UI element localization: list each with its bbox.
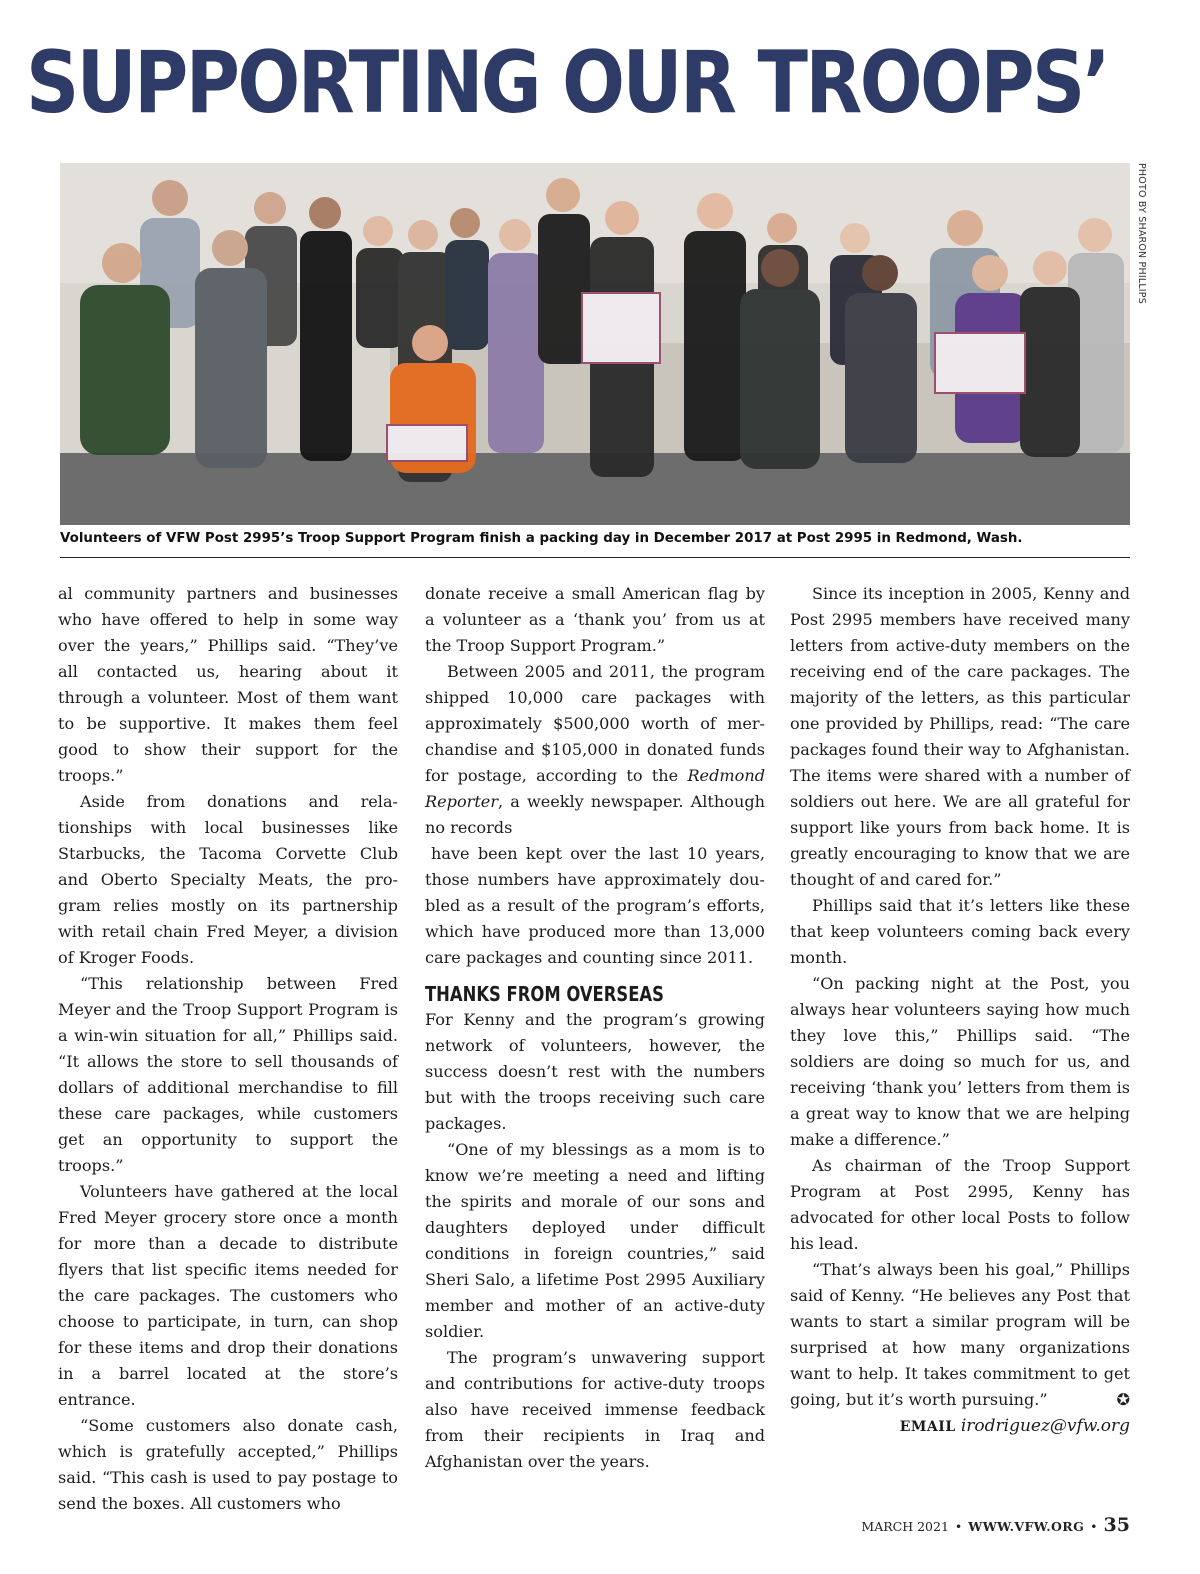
paragraph: donate receive a small American flag by a volunteer as a ‘thank you’ from us at the Troop Support Program.” bbox=[425, 584, 765, 655]
photo-caption: Volunteers of VFW Post 2995’s Troop Support Program finish a packing day in December 2017 at Post 2995 in Redmond, Wash. bbox=[60, 531, 1023, 546]
page-number: 35 bbox=[1103, 1514, 1130, 1536]
article-column-3 bbox=[790, 581, 1130, 1440]
paragraph: have been kept over the last 10 years, those numbers have approximately doubled as a result of the program’s efforts, which have produced more than 13,000 care packages and counting since 2011. bbox=[425, 844, 765, 967]
group-photo bbox=[60, 163, 1130, 525]
paragraph bbox=[425, 659, 765, 841]
paragraph: As chairman of the Troop Support Program at Post 2995, Kenny has advocated for other local Posts to follow his lead. bbox=[790, 1156, 1130, 1253]
paragraph: Phillips said that it’s letters like these that keep volunteers coming back every month. bbox=[790, 896, 1130, 967]
paragraph: “This relationship between Fred Meyer and the Troop Support Program is a win-win situation for all,” Phillips said. “It allows the store to sell thousands of dollars of additional merchandise to fill these care packages, while customers get an opportunity to support the troops.” bbox=[58, 974, 398, 1175]
email-label: EMAIL bbox=[899, 1419, 956, 1435]
paragraph: For Kenny and the program’s growing network of volunteers, however, the success doesn’t rest with the numbers but with the troops receiving such care packages. bbox=[425, 1010, 765, 1133]
section-subhead: THANKS FROM OVERSEAS bbox=[425, 982, 664, 1006]
paragraph: The program’s unwavering support and contributions for active-duty troops also have received immense feedback from their recipients in Iraq and Afghanistan over the years. bbox=[425, 1348, 765, 1471]
caption-rule bbox=[60, 557, 1130, 558]
paragraph-text: Between 2005 and 2011, the program shipped 10,000 care packages with approximately $500,000 worth of merchandise and $105,000 in donated funds for postage, according to the bbox=[425, 662, 765, 785]
headline: SUPPORTING OUR TROOPS’ bbox=[26, 33, 1109, 133]
author-email bbox=[790, 1413, 1130, 1440]
website: WWW.VFW.ORG bbox=[968, 1519, 1085, 1534]
paragraph: Volunteers have gathered at the local Fred Meyer grocery store once a month for more than a decade to distribute flyers that list specific items needed for the care packages. The customers who choose to participate, in turn, can shop for these items and drop their donations in a barrel located at the store’s entrance. bbox=[58, 1182, 398, 1409]
paragraph: al community partners and businesses who have offered to help in some way over the years,” Phillips said. “They’ve all contacted us, hearing about it through a volunteer. Most of them want to be supportive. It makes them feel good to show their support for the troops.” bbox=[58, 584, 398, 785]
paragraph-text: “That’s always been his goal,” Phillips said of Kenny. “He believes any Post that wants to start a similar program will be surprised at how many organizations want to help. It takes commitment to get going, but it’s worth pursuing.” bbox=[790, 1260, 1130, 1409]
paragraph: “On packing night at the Post, you always hear volunteers saying how much they love this,” Phillips said. “The soldiers are doing so much for us, and receiving ‘thank you’ letters from them is a great way to know that we are helping make a difference.” bbox=[790, 974, 1130, 1149]
footer-bullet: • bbox=[954, 1519, 963, 1534]
paragraph: Since its inception in 2005, Kenny and Post 2995 members have received many letters from active-duty members on the receiving end of the care packages. The majority of the letters, as this particular one provided by Phillips, read: “The care packages found their way to Afghanistan. The items were shared with a number of soldiers out here. We are all grateful for support like yours from back home. It is greatly encouraging to know that we are thought of and cared for.” bbox=[790, 584, 1130, 889]
email-address: irodriguez@vfw.org bbox=[960, 1416, 1130, 1436]
issue-date: MARCH 2021 bbox=[861, 1519, 949, 1534]
paragraph: “One of my blessings as a mom is to know we’re meeting a need and lifting the spirits and morale of our sons and daughters deployed under difficult conditions in foreign countries,” said Sheri Salo, a lifetime Post 2995 Auxiliary member and mother of an active-duty soldier. bbox=[425, 1140, 765, 1341]
paragraph-text: , a weekly newspaper. Although no records bbox=[425, 792, 765, 837]
paragraph bbox=[790, 1257, 1130, 1413]
footer-bullet: • bbox=[1090, 1519, 1098, 1534]
article-column-1 bbox=[58, 581, 398, 1517]
end-mark-icon: ✪ bbox=[1116, 1390, 1130, 1409]
photo-credit: PHOTO BY SHARON PHILLIPS bbox=[1136, 163, 1147, 304]
group-photo-illustration bbox=[60, 163, 1130, 525]
page-footer bbox=[861, 1512, 1130, 1538]
publication-name: Redmond Reporter bbox=[425, 766, 765, 811]
paragraph: Aside from donations and relationships with local businesses like Starbucks, the Tacoma Corvette Club and Oberto Specialty Meats, the program relies mostly on its partnership with retail chain Fred Meyer, a division of Kroger Foods. bbox=[58, 792, 398, 967]
article-column-2 bbox=[425, 581, 765, 1475]
paragraph: “Some customers also donate cash, which is gratefully accepted,” Phillips said. “This cash is used to pay postage to send the boxes. All customers who bbox=[58, 1416, 398, 1513]
